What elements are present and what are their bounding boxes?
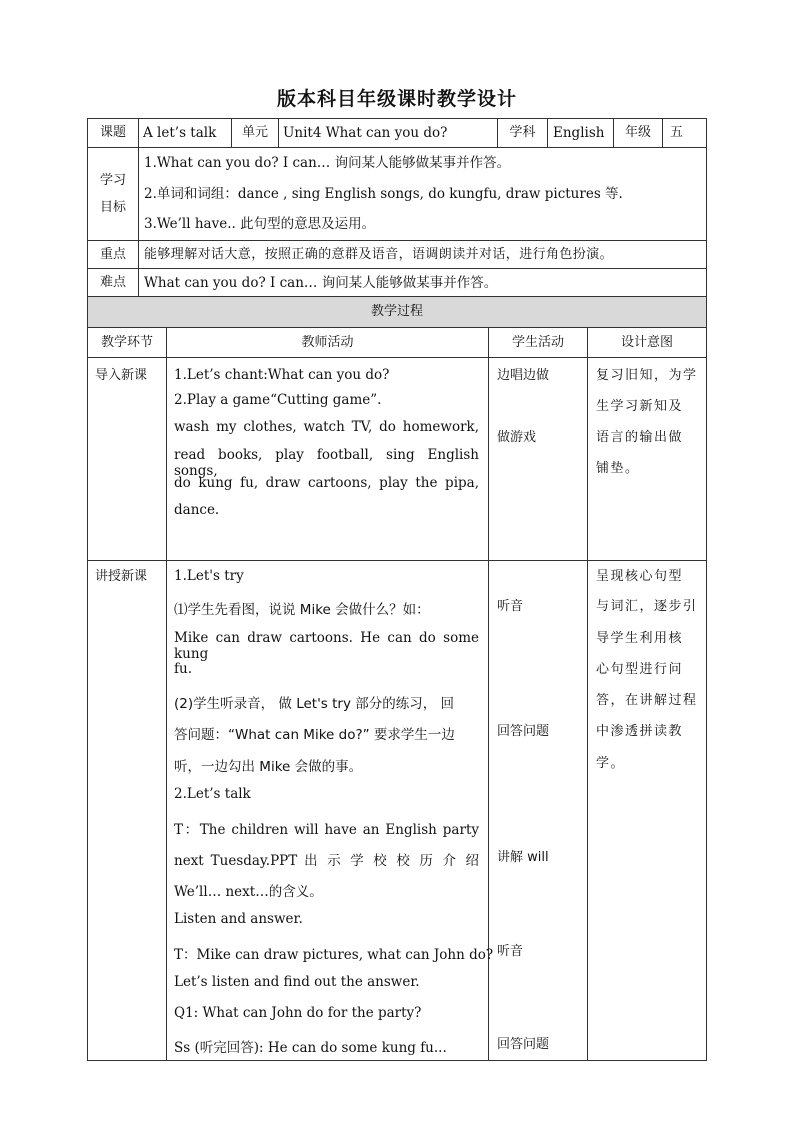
section1-stage: 导入新课 <box>95 368 148 383</box>
difficulty-label: 难点 <box>99 275 126 290</box>
section2-student-line: 听音 <box>497 599 524 614</box>
grade-label: 年级 <box>624 125 651 140</box>
section2-intent-line: 呈现核心句型 <box>596 569 684 584</box>
section1-intent-line: 铺垫。 <box>596 461 640 476</box>
section1-intent-line: 复习旧知，为学 <box>596 368 698 383</box>
section1-student-line: 做游戏 <box>497 430 537 445</box>
section2-teacher-line: Mike can draw cartoons. He can do some kung <box>174 630 479 662</box>
section2-student-line: 听音 <box>497 944 524 959</box>
section2-teacher-line: Ss (听完回答): He can do some kung fu... <box>174 1040 447 1056</box>
goals-label-line2: 目标 <box>99 200 126 215</box>
col-student-header: 学生活动 <box>511 335 564 350</box>
section2-intent-line: 导学生利用核 <box>596 631 684 646</box>
section1-student-line: 边唱边做 <box>497 368 550 383</box>
goal-item: 3.We’ll have.. 此句型的意思及运用。 <box>144 216 376 232</box>
process-banner: 教学过程 <box>370 304 423 319</box>
col-teacher-header: 教师活动 <box>301 335 354 350</box>
section2-intent-line: 与词汇，逐步引 <box>596 599 698 614</box>
topic-label: 课题 <box>99 125 126 140</box>
page-title: 版本科目年级课时教学设计 <box>276 88 517 110</box>
section2-teacher-line: 答问题：“What can Mike do?” 要求学生一边 <box>174 727 455 743</box>
section1-intent-line: 语言的输出做 <box>596 430 684 445</box>
section1-teacher-line: do kung fu, draw cartoons, play the pipa, <box>174 475 479 491</box>
section1-teacher-line: wash my clothes, watch TV, do homework, <box>174 419 479 435</box>
section2-teacher-line: 听，一边勾出 Mike 会做的事。 <box>174 759 363 775</box>
section2-teacher-line: 1.Let's try <box>174 568 244 584</box>
section2-teacher-line: Let’s listen and find out the answer. <box>174 974 420 990</box>
section2-student-line: 回答问题 <box>497 724 550 739</box>
section1-teacher-line: dance. <box>174 502 220 518</box>
section2-teacher-line: fu. <box>174 661 192 677</box>
subject-value: English <box>553 125 605 141</box>
key-point-label: 重点 <box>99 247 126 262</box>
key-point-text: 能够理解对话大意，按照正确的意群及语音，语调朗读并对话，进行角色扮演。 <box>144 247 614 262</box>
section1-teacher-line: read books, play football, sing English songs, <box>174 447 479 479</box>
unit-label: 单元 <box>241 125 268 140</box>
subject-label: 学科 <box>509 125 536 140</box>
section2-intent-line: 答，在讲解过程 <box>596 693 698 708</box>
col-stage-header: 教学环节 <box>100 335 153 350</box>
topic-value: A let’s talk <box>143 125 217 141</box>
section2-teacher-line: T：The children will have an English party <box>174 822 479 838</box>
section2-teacher-line: Q1: What can John do for the party? <box>174 1005 422 1021</box>
goals-label-line1: 学习 <box>99 173 126 188</box>
section2-teacher-line: 2.Let’s talk <box>174 786 251 802</box>
difficulty-text: What can you do? I can… 询问某人能够做某事并作答。 <box>144 275 498 291</box>
section2-student-line: 回答问题 <box>497 1037 550 1052</box>
section2-intent-line: 学。 <box>596 756 626 771</box>
section2-teacher-line: ⑴学生先看图，说说 Mike 会做什么？如： <box>174 602 430 618</box>
section2-intent-line: 心句型进行问 <box>596 662 684 677</box>
unit-value: Unit4 What can you do? <box>283 125 448 141</box>
section2-intent-line: 中渗透拼读教 <box>596 724 684 739</box>
section2-student-line: 讲解 will <box>497 850 549 865</box>
section1-teacher-line: 1.Let’s chant:What can you do? <box>174 367 390 383</box>
section2-teacher-line: T：Mike can draw pictures, what can John do? <box>174 947 494 963</box>
section2-teacher-line: We’ll… next…的含义。 <box>174 884 323 900</box>
section2-teacher-line: Listen and answer. <box>174 911 303 927</box>
col-intent-header: 设计意图 <box>620 335 673 350</box>
goal-item: 1.What can you do? I can… 询问某人能够做某事并作答。 <box>144 155 511 171</box>
section1-intent-line: 生学习新知及 <box>596 399 684 414</box>
section2-teacher-line: next Tuesday.PPT 出 示 学 校 校 历 介 绍 <box>174 853 479 869</box>
section2-teacher-line: (2)学生听录音， 做 Let's try 部分的练习， 回 <box>174 696 455 712</box>
section2-stage: 讲授新课 <box>95 569 148 584</box>
goal-item: 2.单词和词组：dance , sing English songs, do kungfu, draw pictures 等. <box>144 186 623 202</box>
grade-value: 五 <box>670 125 684 140</box>
section1-teacher-line: 2.Play a game“Cutting game”. <box>174 392 382 408</box>
